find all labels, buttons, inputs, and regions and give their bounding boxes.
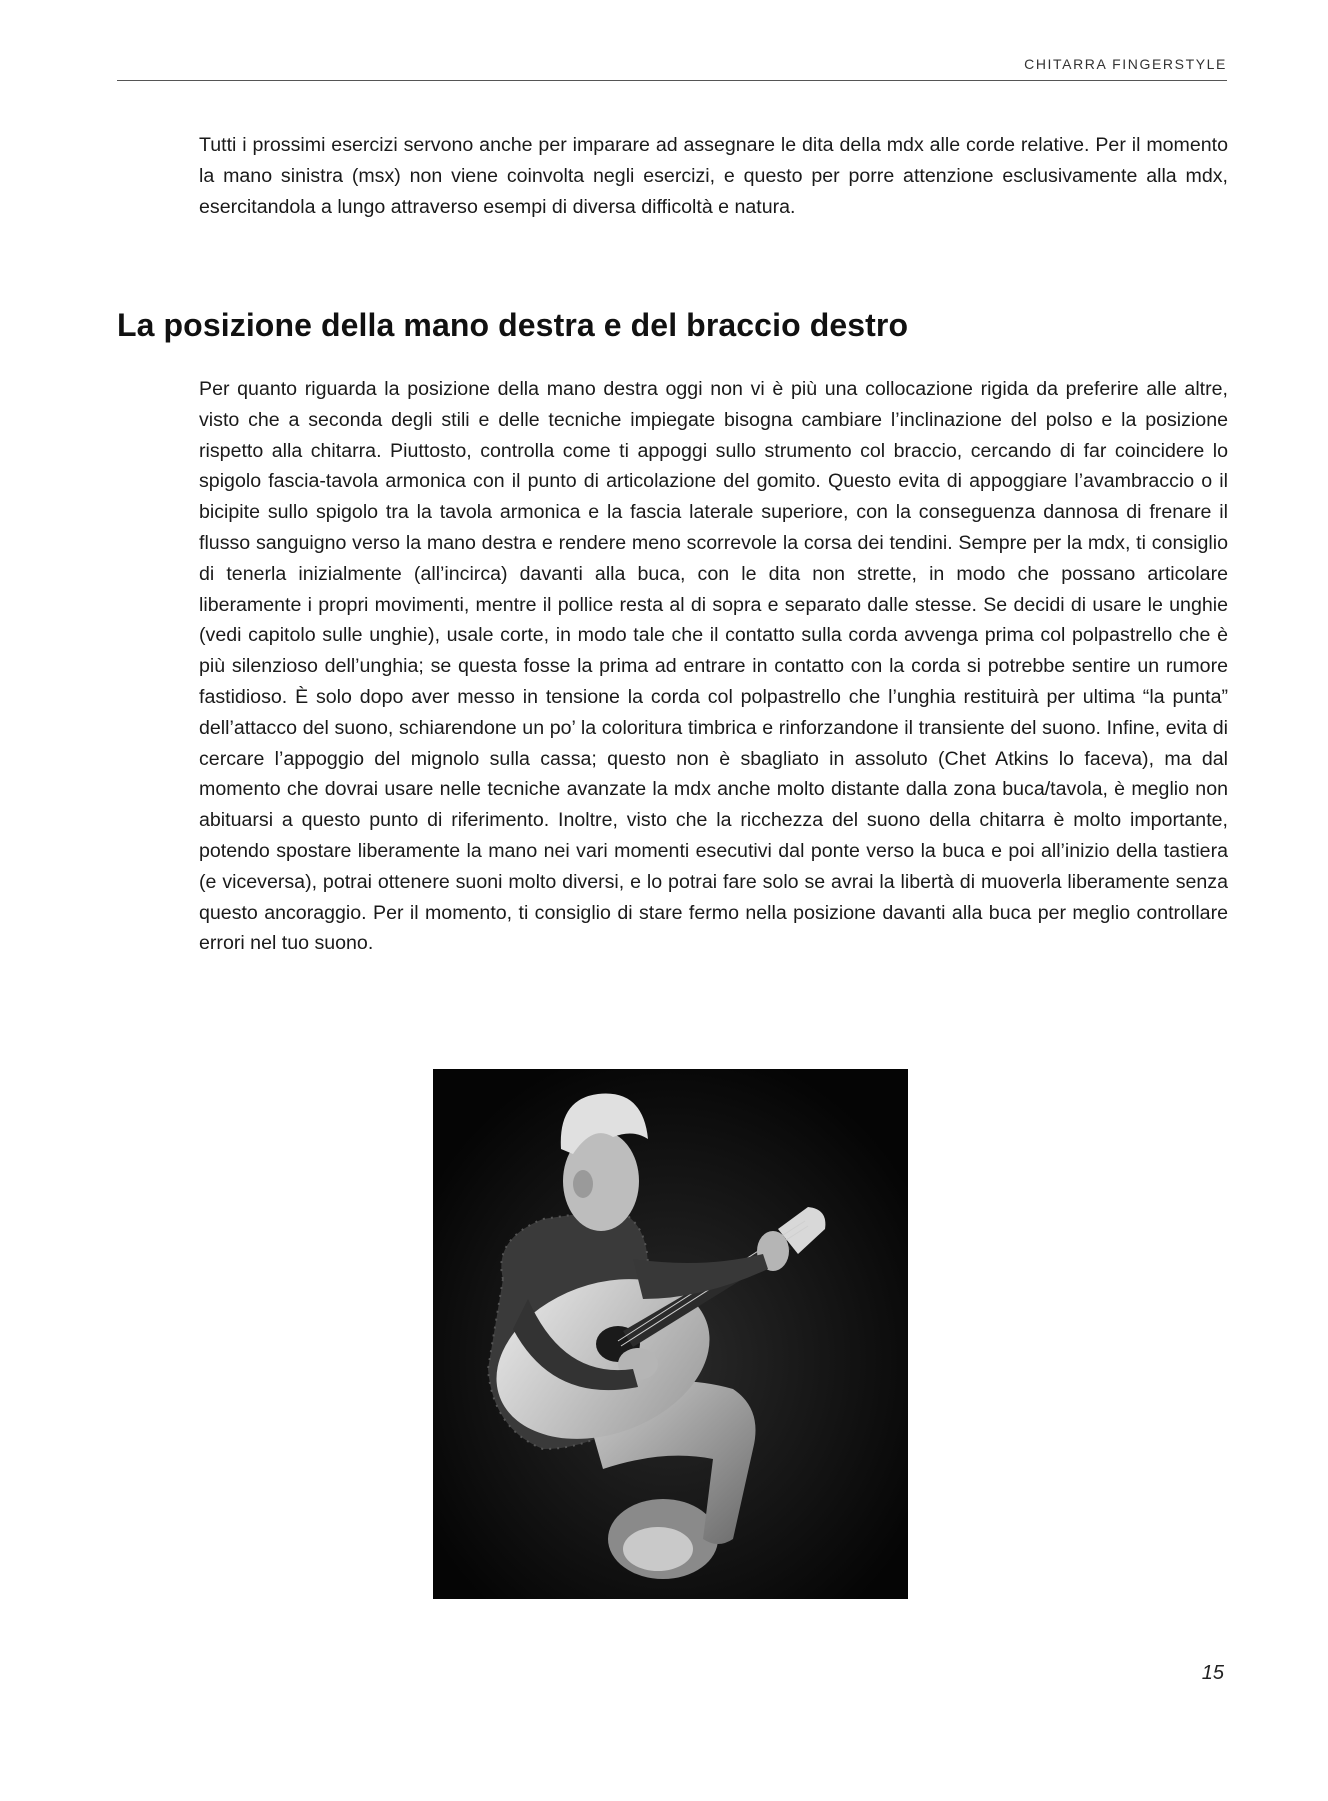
page-number: 15 bbox=[1201, 1662, 1224, 1684]
intro-paragraph: Tutti i prossimi esercizi servono anche per imparare ad assegnare le dita della mdx alle corde relative. Per il momento la mano sinistra (msx) non viene coinvolta negli esercizi, e questo per porre attenzione esclusivamente alla mdx, esercitandola a lungo attraverso esempi di diversa difficoltà e natura. bbox=[199, 134, 1228, 218]
running-header-title: CHITARRA FINGERSTYLE bbox=[1024, 56, 1227, 72]
header-rule bbox=[117, 80, 1227, 81]
guitarist-photo bbox=[433, 1069, 908, 1599]
guitarist-photo-icon bbox=[433, 1069, 908, 1599]
section-body-paragraph: Per quanto riguarda la posizione della mano destra oggi non vi è più una collocazione rigida da preferire alle altre, visto che a seconda degli stili e delle tecniche impiegate bisogna cambiare l’inclinazione del polso e la posizione rispetto alla chitarra. Piuttosto, controlla come ti appoggi sullo strumento col braccio, cercando di far coincidere lo spigolo fascia-tavola armonica con il punto di articolazione del gomito. Questo evita di appoggiare l’avambraccio o il bicipite sullo spigolo tra la tavola armonica e la fascia laterale superiore, con la conseguenza dannosa di frenare il flusso sanguigno verso la mano destra e rendere meno scorrevole la corsa dei tendini. Sempre per la mdx, ti consiglio di tenerla inizialmente (all’incirca) davanti alla buca, con le dita non strette, in modo che possano articolare liberamente i propri movimenti, mentre il pollice resta al di sopra e separato dalle stesse. Se decidi di usare le unghie (vedi capitolo sulle unghie), usale corte, in modo tale che il contatto sulla corda avvenga prima col polpastrello che è più silenzioso dell’unghia; se questa fosse la prima ad entrare in contatto con la corda si potrebbe sentire un rumore fastidioso. È solo dopo aver messo in tensione la corda col polpastrello che l’unghia restituirà per ultima “la punta” dell’attacco del suono, schiarendone un po’ la coloritura timbrica e rinforzandone il transiente del suono. Infine, evita di cercare l’appoggio del mignolo sulla cassa; questo non è sbagliato in assoluto (Chet Atkins lo faceva), ma dal momento che dovrai usare nelle tecniche avanzate la mdx anche molto distante dalla zona buca/tavola, è meglio non abituarsi a questo punto di riferimento. Inoltre, visto che la ricchezza del suono della chitarra è molto importante, potendo spostare liberamente la mano nei vari momenti esecutivi dal ponte verso la buca e poi all’inizio della tastiera (e viceversa), potrai ottenere suoni molto diversi, e lo potrai fare solo se avrai la libertà di muoverla liberamente senza questo ancoraggio. Per il momento, ti consiglio di stare fermo nella posizione davanti alla buca per meglio controllare errori nel tuo suono. bbox=[199, 378, 1228, 955]
section-heading: La posizione della mano destra e del braccio destro bbox=[117, 307, 909, 343]
